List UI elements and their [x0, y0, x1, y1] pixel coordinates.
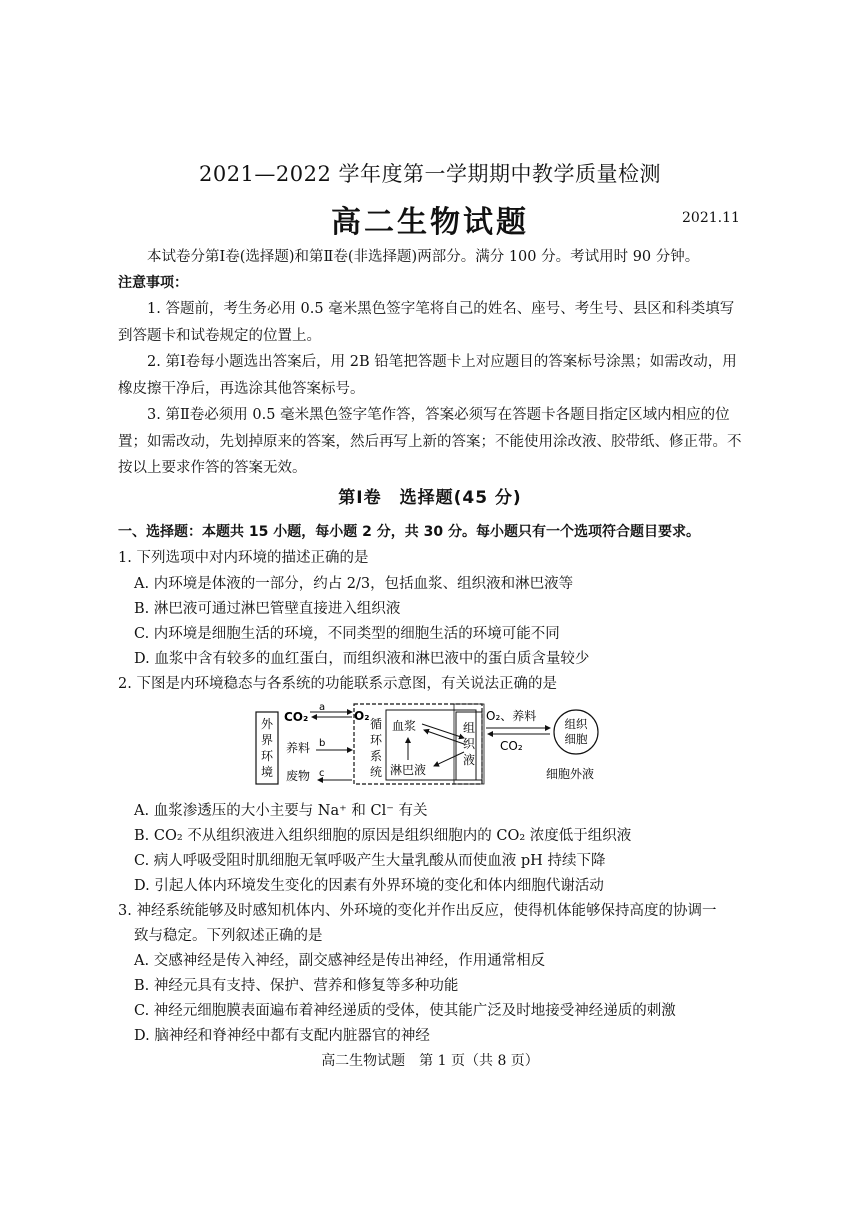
waste-label: 废物 [286, 769, 311, 783]
question-3-stem-line-1: 3. 神经系统能够及时感知机体内、外环境的变化并作出反应，使得机体能够保持高度的协调一 [118, 903, 717, 919]
nutrients-label: 养料 [286, 741, 311, 755]
question-2-option-d: D. 引起人体内环境发生变化的因素有外界环境的变化和体内细胞代谢活动 [134, 878, 604, 894]
outer-env-char-2: 界 [260, 733, 274, 747]
tissue-cell-line-2: 细胞 [564, 732, 588, 746]
tissue-fluid-char-3: 液 [462, 753, 476, 767]
label-c: c [319, 768, 325, 779]
circulation-char-2: 环 [369, 733, 383, 747]
outer-env-char-4: 境 [260, 765, 274, 779]
question-2-option-a: A. 血浆渗透压的大小主要与 Na⁺ 和 Cl⁻ 有关 [134, 803, 428, 819]
question-3-option-b: B. 神经元具有支持、保护、营养和修复等多种功能 [134, 978, 459, 994]
extracellular-label: 细胞外液 [546, 767, 595, 781]
o2-nutrients-label: O₂、养料 [486, 709, 537, 723]
lymph-label: 淋巴液 [390, 763, 427, 777]
plasma-label: 血浆 [392, 719, 417, 733]
homeostasis-diagram [250, 698, 620, 792]
question-3-stem-line-2: 致与稳定。下列叙述正确的是 [134, 928, 323, 944]
o2-label: O₂ [354, 709, 370, 723]
circulation-char-3: 系 [369, 749, 383, 763]
question-1-option-c: C. 内环境是细胞生活的环境，不同类型的细胞生活的环境可能不同 [134, 626, 560, 642]
tissue-fluid-char-2: 织 [462, 737, 476, 751]
co2-label: CO₂ [284, 710, 309, 724]
circulation-char-1: 循 [369, 717, 383, 731]
label-a: a [319, 702, 326, 713]
exam-date: 2021.11 [682, 210, 740, 226]
co2-right-label: CO₂ [500, 739, 523, 753]
question-1-option-a: A. 内环境是体液的一部分，约占 2/3，包括血浆、组织液和淋巴液等 [134, 576, 574, 592]
exam-title: 2021—2022 学年度第一学期期中教学质量检测 [198, 162, 662, 186]
subject-title: 高二生物试题 [331, 205, 529, 240]
note-item-2: 2. 第Ⅰ卷每小题选出答案后，用 2B 铅笔把答题卡上对应题目的答案标号涂黑；如需改动，用橡皮擦干净后，再选涂其他答案标号。 [118, 354, 737, 397]
section-heading: 第Ⅰ卷 选择题(45 分) [338, 488, 522, 508]
question-1-option-b: B. 淋巴液可通过淋巴管壁直接进入组织液 [134, 601, 401, 617]
label-b: b [319, 738, 326, 749]
outer-env-char-1: 外 [260, 717, 274, 731]
question-3-option-d: D. 脑神经和脊神经中都有支配内脏器官的神经 [134, 1028, 430, 1044]
question-3-option-a: A. 交感神经是传入神经，副交感神经是传出神经，作用通常相反 [134, 953, 546, 969]
tissue-cell-line-1: 组织 [564, 717, 588, 731]
tissue-fluid-char-1: 组 [462, 721, 476, 735]
part-heading: 一、选择题：本题共 15 小题，每小题 2 分，共 30 分。每小题只有一个选项符合题目要求。 [118, 524, 700, 540]
question-1-stem: 1. 下列选项中对内环境的描述正确的是 [118, 550, 369, 566]
circulation-char-4: 统 [369, 765, 383, 779]
question-1-option-d: D. 血浆中含有较多的血红蛋白，而组织液和淋巴液中的蛋白质含量较少 [134, 651, 590, 667]
outer-env-char-3: 环 [260, 749, 274, 763]
notes-heading: 注意事项： [118, 275, 188, 291]
note-item-3: 3. 第Ⅱ卷必须用 0.5 毫米黑色签字笔作答，答案必须写在答题卡各题目指定区域内相应的位置；如需改动，先划掉原来的答案，然后再写上新的答案；不能使用涂改液、胶带纸、修正带。不按以上要求作答的答案无效。 [118, 407, 742, 476]
question-2-stem: 2. 下图是内环境稳态与各系统的功能联系示意图，有关说法正确的是 [118, 676, 557, 692]
intro-text: 本试卷分第Ⅰ卷(选择题)和第Ⅱ卷(非选择题)两部分。满分 100 分。考试用时 90 分钟。 [147, 249, 700, 265]
question-2-option-c: C. 病人呼吸受阻时肌细胞无氧呼吸产生大量乳酸从而使血液 pH 持续下降 [134, 853, 606, 869]
note-item-1: 1. 答题前，考生务必用 0.5 毫米黑色签字笔将自己的姓名、座号、考生号、县区和科类填写到答题卡和试卷规定的位置上。 [118, 301, 735, 344]
page-footer: 高二生物试题 第 1 页（共 8 页） [321, 1053, 539, 1069]
question-2-option-b: B. CO₂ 不从组织液进入组织细胞的原因是组织细胞内的 CO₂ 浓度低于组织液 [134, 828, 632, 844]
question-3-option-c: C. 神经元细胞膜表面遍布着神经递质的受体，使其能广泛及时地接受神经递质的刺激 [134, 1003, 676, 1019]
